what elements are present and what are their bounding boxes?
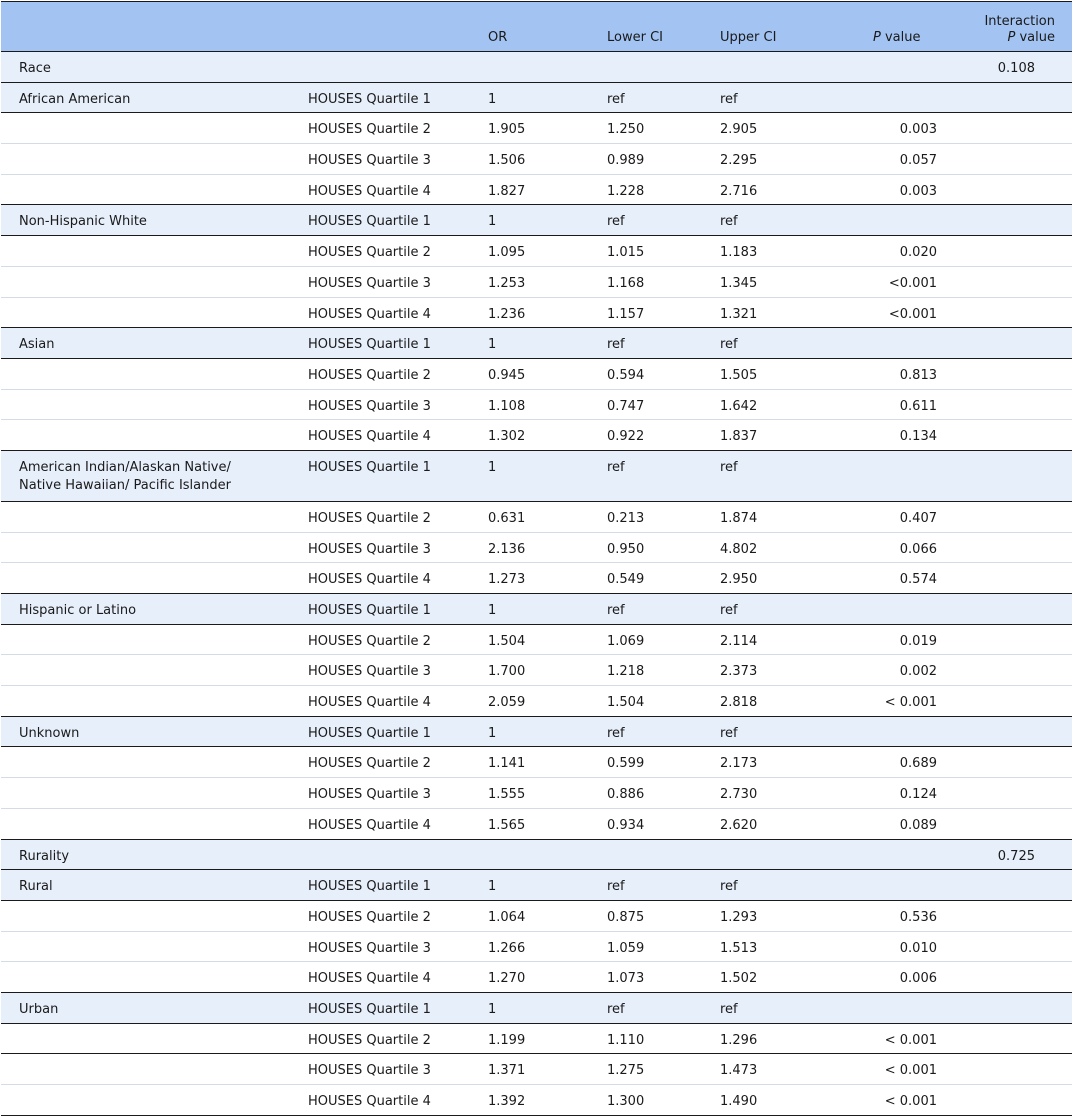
cell-or: 1.236 <box>481 297 566 328</box>
cell-quartile: HOUSES Quartile 3 <box>298 931 481 962</box>
cell-interaction-p-value <box>955 655 1072 686</box>
table-row <box>1 266 1072 297</box>
table-row <box>1 1085 1072 1116</box>
table-row <box>1 501 1072 532</box>
cell-p-value: 0.006 <box>825 962 955 993</box>
cell-upper-ci: ref <box>698 82 825 113</box>
header-or: OR <box>481 2 566 52</box>
cell-interaction-p-value <box>955 205 1072 236</box>
cell-quartile: HOUSES Quartile 1 <box>298 450 481 501</box>
cell-group: Rurality <box>1 839 298 870</box>
cell-interaction-p-value <box>955 144 1072 175</box>
cell-or: 1.506 <box>481 144 566 175</box>
cell-or: 1.827 <box>481 174 566 205</box>
table-row <box>1 358 1072 389</box>
cell-p-value <box>825 716 955 747</box>
cell-quartile: HOUSES Quartile 2 <box>298 624 481 655</box>
cell-lower-ci: 0.922 <box>566 420 698 451</box>
cell-p-value: <0.001 <box>825 266 955 297</box>
cell-p-value: < 0.001 <box>825 686 955 717</box>
cell-p-value <box>825 82 955 113</box>
cell-lower-ci: ref <box>566 205 698 236</box>
cell-upper-ci: 1.837 <box>698 420 825 451</box>
cell-lower-ci: 0.934 <box>566 808 698 839</box>
table-header <box>1 2 1072 52</box>
cell-p-value: 0.020 <box>825 236 955 267</box>
cell-lower-ci: 1.250 <box>566 113 698 144</box>
cell-quartile: HOUSES Quartile 1 <box>298 594 481 625</box>
cell-lower-ci: 1.228 <box>566 174 698 205</box>
cell-p-value: 0.536 <box>825 900 955 931</box>
header-interaction-p-value <box>955 2 1072 52</box>
cell-quartile: HOUSES Quartile 3 <box>298 532 481 563</box>
cell-or: 1.565 <box>481 808 566 839</box>
cell-interaction-p-value <box>955 594 1072 625</box>
cell-lower-ci: ref <box>566 870 698 901</box>
table-row <box>1 655 1072 686</box>
cell-or: 1 <box>481 992 566 1023</box>
cell-quartile: HOUSES Quartile 3 <box>298 389 481 420</box>
cell-upper-ci: 1.502 <box>698 962 825 993</box>
cell-quartile: HOUSES Quartile 4 <box>298 297 481 328</box>
cell-interaction-p-value <box>955 900 1072 931</box>
cell-or: 1.095 <box>481 236 566 267</box>
cell-lower-ci: 1.168 <box>566 266 698 297</box>
cell-or <box>481 52 566 83</box>
table-row <box>1 870 1072 901</box>
table-row <box>1 931 1072 962</box>
cell-quartile: HOUSES Quartile 1 <box>298 205 481 236</box>
cell-interaction-p-value <box>955 420 1072 451</box>
table-row <box>1 328 1072 359</box>
header-p-symbol: P <box>873 30 881 45</box>
table-row <box>1 716 1072 747</box>
table-row <box>1 563 1072 594</box>
cell-upper-ci: ref <box>698 716 825 747</box>
cell-group <box>1 747 298 778</box>
header-row <box>1 2 1072 52</box>
cell-interaction-p-value <box>955 236 1072 267</box>
table-row <box>1 205 1072 236</box>
cell-upper-ci <box>698 839 825 870</box>
header-upper-ci: Upper CI <box>698 2 825 52</box>
cell-lower-ci: 1.073 <box>566 962 698 993</box>
cell-quartile: HOUSES Quartile 2 <box>298 900 481 931</box>
cell-group <box>1 1085 298 1116</box>
cell-interaction-p-value <box>955 716 1072 747</box>
cell-upper-ci: 2.295 <box>698 144 825 175</box>
group-label-line1: American Indian/Alaskan Native/ <box>19 459 231 475</box>
cell-p-value <box>825 992 955 1023</box>
cell-group: Urban <box>1 992 298 1023</box>
cell-group <box>1 420 298 451</box>
cell-lower-ci: 1.300 <box>566 1085 698 1116</box>
cell-group <box>1 144 298 175</box>
cell-interaction-p-value <box>955 747 1072 778</box>
cell-or: 1.302 <box>481 420 566 451</box>
cell-lower-ci: ref <box>566 594 698 625</box>
cell-lower-ci: ref <box>566 716 698 747</box>
cell-upper-ci: 2.905 <box>698 113 825 144</box>
cell-interaction-p-value <box>955 778 1072 809</box>
cell-interaction-p-value <box>955 624 1072 655</box>
group-label-line2: Native Hawaiian/ Pacific Islander <box>19 477 231 493</box>
table-row <box>1 992 1072 1023</box>
cell-p-value: <0.001 <box>825 297 955 328</box>
cell-group <box>1 266 298 297</box>
cell-lower-ci: 1.504 <box>566 686 698 717</box>
cell-or: 1.371 <box>481 1054 566 1085</box>
cell-group <box>1 113 298 144</box>
cell-upper-ci: 2.716 <box>698 174 825 205</box>
cell-p-value: 0.574 <box>825 563 955 594</box>
cell-p-value: < 0.001 <box>825 1085 955 1116</box>
cell-quartile: HOUSES Quartile 2 <box>298 501 481 532</box>
cell-quartile: HOUSES Quartile 1 <box>298 870 481 901</box>
cell-interaction-p-value <box>955 450 1072 501</box>
cell-quartile: HOUSES Quartile 3 <box>298 1054 481 1085</box>
cell-or: 1 <box>481 716 566 747</box>
table-row <box>1 962 1072 993</box>
cell-interaction-p-value <box>955 563 1072 594</box>
cell-interaction-p-value <box>955 389 1072 420</box>
cell-group <box>1 1023 298 1054</box>
header-quartile <box>298 2 481 52</box>
cell-group: Rural <box>1 870 298 901</box>
cell-interaction-p-value <box>955 113 1072 144</box>
cell-group: Race <box>19 61 51 76</box>
cell-quartile: HOUSES Quartile 1 <box>298 82 481 113</box>
cell-p-value: 0.019 <box>825 624 955 655</box>
cell-quartile <box>298 839 481 870</box>
cell-upper-ci: 1.505 <box>698 358 825 389</box>
cell-or: 1.392 <box>481 1085 566 1116</box>
table-row <box>1 450 1072 501</box>
cell-p-value: 0.134 <box>825 420 955 451</box>
cell-lower-ci: 0.950 <box>566 532 698 563</box>
cell-quartile: HOUSES Quartile 3 <box>298 655 481 686</box>
cell-lower-ci: 0.875 <box>566 900 698 931</box>
cell-or: 1 <box>481 594 566 625</box>
cell-group <box>1 389 298 420</box>
cell-group: Unknown <box>1 716 298 747</box>
header-p-value <box>825 2 955 52</box>
cell-upper-ci: 1.490 <box>698 1085 825 1116</box>
cell-or: 1.504 <box>481 624 566 655</box>
cell-or: 1.270 <box>481 962 566 993</box>
cell-quartile: HOUSES Quartile 4 <box>298 420 481 451</box>
table-row <box>1 113 1072 144</box>
cell-interaction-p-value <box>955 82 1072 113</box>
cell-lower-ci: 1.069 <box>566 624 698 655</box>
cell-p-value: 0.407 <box>825 501 955 532</box>
cell-lower-ci <box>566 839 698 870</box>
cell-group <box>1 931 298 962</box>
cell-upper-ci: 1.321 <box>698 297 825 328</box>
cell-lower-ci <box>566 52 698 83</box>
cell-group <box>1 655 298 686</box>
cell-quartile: HOUSES Quartile 3 <box>298 144 481 175</box>
cell-group <box>1 686 298 717</box>
cell-lower-ci: 1.110 <box>566 1023 698 1054</box>
cell-p-value: 0.611 <box>825 389 955 420</box>
table-row <box>1 144 1072 175</box>
cell-or: 1.108 <box>481 389 566 420</box>
cell-interaction-p-value: 0.108 <box>997 61 1035 76</box>
cell-lower-ci: 0.599 <box>566 747 698 778</box>
cell-interaction-p-value: 0.725 <box>955 839 1072 870</box>
cell-lower-ci: 0.747 <box>566 389 698 420</box>
cell-or: 1.199 <box>481 1023 566 1054</box>
header-group <box>1 2 298 52</box>
cell-group <box>1 450 298 501</box>
cell-interaction-p-value <box>955 931 1072 962</box>
cell-p-value: < 0.001 <box>825 1023 955 1054</box>
cell-upper-ci: 1.296 <box>698 1023 825 1054</box>
cell-upper-ci: 1.183 <box>698 236 825 267</box>
cell-upper-ci: 1.473 <box>698 1054 825 1085</box>
table-row <box>1 82 1072 113</box>
cell-group <box>1 358 298 389</box>
cell-or: 0.631 <box>481 501 566 532</box>
cell-or: 1 <box>481 205 566 236</box>
cell-lower-ci: 1.059 <box>566 931 698 962</box>
table-row <box>1 686 1072 717</box>
cell-quartile: HOUSES Quartile 3 <box>298 266 481 297</box>
cell-quartile: HOUSES Quartile 4 <box>298 1085 481 1116</box>
cell-or: 1.266 <box>481 931 566 962</box>
cell-interaction-p-value <box>955 328 1072 359</box>
cell-quartile: HOUSES Quartile 3 <box>298 778 481 809</box>
cell-p-value: 0.089 <box>825 808 955 839</box>
cell-or: 1.273 <box>481 563 566 594</box>
cell-p-value <box>825 205 955 236</box>
cell-or: 1 <box>481 328 566 359</box>
cell-or: 1.064 <box>481 900 566 931</box>
cell-interaction-p-value <box>955 297 1072 328</box>
cell-quartile: HOUSES Quartile 2 <box>298 236 481 267</box>
cell-group <box>1 563 298 594</box>
cell-quartile: HOUSES Quartile 4 <box>298 808 481 839</box>
cell-group: Non-Hispanic White <box>1 205 298 236</box>
cell-or: 2.059 <box>481 686 566 717</box>
cell-group <box>1 297 298 328</box>
cell-lower-ci: ref <box>566 992 698 1023</box>
cell-group <box>1 624 298 655</box>
cell-or: 1.555 <box>481 778 566 809</box>
cell-upper-ci: 1.642 <box>698 389 825 420</box>
cell-or: 2.136 <box>481 532 566 563</box>
cell-interaction-p-value <box>955 962 1072 993</box>
cell-upper-ci: 4.802 <box>698 532 825 563</box>
table-row <box>1 174 1072 205</box>
table-row <box>1 1023 1072 1054</box>
cell-group <box>1 236 298 267</box>
cell-interaction-p-value <box>955 686 1072 717</box>
cell-group <box>1 174 298 205</box>
cell-upper-ci: 2.950 <box>698 563 825 594</box>
cell-group: Hispanic or Latino <box>1 594 298 625</box>
odds-ratio-table <box>1 1 1072 1116</box>
cell-upper-ci: 2.620 <box>698 808 825 839</box>
cell-upper-ci: ref <box>698 992 825 1023</box>
table-row <box>1 594 1072 625</box>
cell-upper-ci: 1.874 <box>698 501 825 532</box>
cell-or: 1.700 <box>481 655 566 686</box>
cell-interaction-p-value <box>955 532 1072 563</box>
cell-or: 1.905 <box>481 113 566 144</box>
table-row <box>1 1054 1072 1085</box>
cell-group <box>1 501 298 532</box>
cell-upper-ci: ref <box>698 205 825 236</box>
cell-p-value: 0.124 <box>825 778 955 809</box>
cell-p-value: 0.689 <box>825 747 955 778</box>
cell-upper-ci: 2.173 <box>698 747 825 778</box>
cell-lower-ci: 1.015 <box>566 236 698 267</box>
header-interaction-label: Interaction <box>984 14 1055 29</box>
table-row <box>1 532 1072 563</box>
cell-upper-ci: ref <box>698 450 825 501</box>
cell-upper-ci: 2.730 <box>698 778 825 809</box>
cell-lower-ci: 1.275 <box>566 1054 698 1085</box>
cell-p-value <box>825 450 955 501</box>
table-row <box>1 389 1072 420</box>
cell-interaction-p-value <box>955 358 1072 389</box>
cell-group <box>1 778 298 809</box>
cell-quartile: HOUSES Quartile 2 <box>298 358 481 389</box>
table-row <box>1 778 1072 809</box>
cell-lower-ci: 0.989 <box>566 144 698 175</box>
cell-interaction-p-value <box>955 808 1072 839</box>
cell-quartile: HOUSES Quartile 1 <box>298 992 481 1023</box>
cell-quartile: HOUSES Quartile 2 <box>298 1023 481 1054</box>
cell-upper-ci: 2.373 <box>698 655 825 686</box>
cell-p-value <box>825 870 955 901</box>
cell-or: 1 <box>481 82 566 113</box>
cell-upper-ci: ref <box>698 328 825 359</box>
table-body <box>1 52 1072 1116</box>
cell-p-value: 0.813 <box>825 358 955 389</box>
cell-upper-ci: 1.293 <box>698 900 825 931</box>
cell-upper-ci: 1.513 <box>698 931 825 962</box>
cell-lower-ci: ref <box>566 82 698 113</box>
cell-lower-ci: ref <box>566 328 698 359</box>
header-lower-ci: Lower CI <box>566 2 698 52</box>
cell-lower-ci: 0.594 <box>566 358 698 389</box>
cell-p-value <box>825 839 955 870</box>
table-row <box>1 52 1072 83</box>
cell-quartile: HOUSES Quartile 1 <box>298 716 481 747</box>
table-row <box>1 747 1072 778</box>
cell-quartile: HOUSES Quartile 4 <box>298 686 481 717</box>
cell-interaction-p-value <box>955 501 1072 532</box>
header-p-suffix: value <box>880 30 921 45</box>
cell-p-value: < 0.001 <box>825 1054 955 1085</box>
cell-p-value: 0.066 <box>825 532 955 563</box>
cell-upper-ci: ref <box>698 870 825 901</box>
cell-interaction-p-value <box>955 992 1072 1023</box>
cell-or: 1.141 <box>481 747 566 778</box>
header-interaction-p-symbol: P <box>1007 30 1016 45</box>
cell-interaction-p-value <box>955 174 1072 205</box>
cell-interaction-p-value <box>955 1023 1072 1054</box>
cell-group <box>1 808 298 839</box>
cell-interaction-p-value <box>955 1085 1072 1116</box>
cell-quartile: HOUSES Quartile 4 <box>298 962 481 993</box>
cell-p-value: 0.003 <box>825 174 955 205</box>
cell-quartile: HOUSES Quartile 2 <box>298 747 481 778</box>
cell-interaction-p-value <box>955 266 1072 297</box>
cell-p-value <box>825 328 955 359</box>
table-row <box>1 420 1072 451</box>
cell-quartile: HOUSES Quartile 2 <box>298 113 481 144</box>
cell-lower-ci: ref <box>566 450 698 501</box>
cell-upper-ci <box>698 52 825 83</box>
cell-or: 0.945 <box>481 358 566 389</box>
cell-p-value: 0.002 <box>825 655 955 686</box>
cell-p-value: 0.003 <box>825 113 955 144</box>
cell-or <box>481 839 566 870</box>
header-interaction-p-suffix: value <box>1015 30 1055 45</box>
table-row <box>1 236 1072 267</box>
table-row <box>1 900 1072 931</box>
cell-p-value: 0.057 <box>825 144 955 175</box>
cell-upper-ci: 1.345 <box>698 266 825 297</box>
cell-interaction-p-value <box>955 870 1072 901</box>
table-row <box>1 839 1072 870</box>
cell-upper-ci: ref <box>698 594 825 625</box>
cell-interaction-p-value <box>955 1054 1072 1085</box>
cell-or: 1.253 <box>481 266 566 297</box>
cell-group <box>1 532 298 563</box>
cell-p-value <box>825 594 955 625</box>
table-row <box>1 808 1072 839</box>
cell-group <box>1 962 298 993</box>
cell-upper-ci: 2.818 <box>698 686 825 717</box>
cell-p-value <box>825 52 955 83</box>
cell-lower-ci: 1.157 <box>566 297 698 328</box>
cell-or: 1 <box>481 450 566 501</box>
cell-quartile: HOUSES Quartile 4 <box>298 174 481 205</box>
cell-group <box>1 900 298 931</box>
table-row <box>1 297 1072 328</box>
cell-lower-ci: 0.213 <box>566 501 698 532</box>
cell-or: 1 <box>481 870 566 901</box>
cell-quartile: HOUSES Quartile 4 <box>298 563 481 594</box>
cell-lower-ci: 0.886 <box>566 778 698 809</box>
cell-lower-ci: 0.549 <box>566 563 698 594</box>
cell-group: Asian <box>1 328 298 359</box>
cell-group: African American <box>1 82 298 113</box>
cell-p-value: 0.010 <box>825 931 955 962</box>
table-row <box>1 624 1072 655</box>
cell-quartile <box>298 52 481 83</box>
cell-quartile: HOUSES Quartile 1 <box>298 328 481 359</box>
cell-group <box>1 1054 298 1085</box>
cell-upper-ci: 2.114 <box>698 624 825 655</box>
cell-lower-ci: 1.218 <box>566 655 698 686</box>
